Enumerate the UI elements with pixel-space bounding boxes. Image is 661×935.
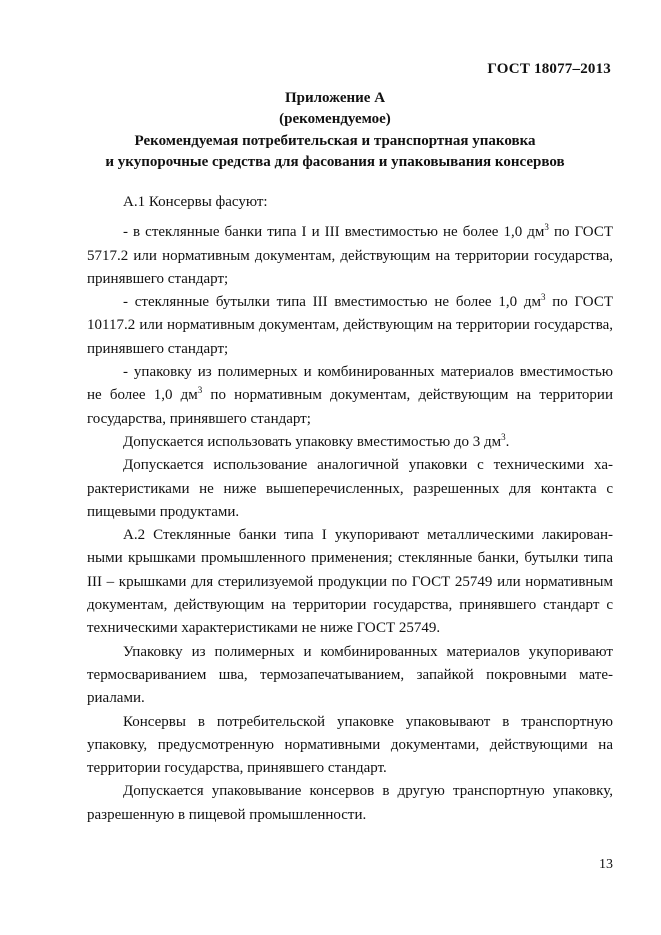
paragraph-polymer-packaging bbox=[87, 361, 613, 431]
superscript: 3 bbox=[540, 292, 546, 303]
superscript: 3 bbox=[544, 222, 549, 233]
paragraph-text: по нормативным документам, действующим на территории государства, принявшего стандарт; bbox=[87, 387, 613, 427]
paragraph-polymer-sealing: Упаковку из полимерных и комбинированных материалов укупоривают термосвариванием шва, термозапечатыванием, запайкой покровными материалами. bbox=[87, 643, 613, 707]
appendix-status: (рекомендуемое) bbox=[279, 111, 391, 127]
appendix-body bbox=[87, 191, 613, 827]
paragraph-transport-packaging: Консервы в потребительской упаковке упаковывают в транспортную упаковку, предусмотренную нормативными документами, действующими на территории государства, принявшего стандарт. bbox=[87, 713, 613, 777]
paragraph-text: по ГОСТ 10117.2 или нормативным документам, действующим на территории государства, принявшего стандарт; bbox=[87, 294, 613, 357]
paragraph-text: по ГОСТ 5717.2 или нормативным документам, действующим на территории государства, принявшего стандарт; bbox=[87, 224, 613, 287]
appendix-title: Приложение А bbox=[284, 90, 386, 106]
paragraph-glass-bottles bbox=[87, 291, 613, 361]
superscript: 3 bbox=[501, 431, 506, 442]
superscript: 3 bbox=[197, 385, 203, 396]
paragraph-text: Допускается использовать упаковку вместимостью до 3 дм bbox=[123, 433, 502, 450]
paragraph-text: - стеклянные бутылки типа III вместимостью не более 1,0 дм bbox=[123, 294, 541, 311]
appendix-subtitle-line-1: Рекомендуемая потребительская и транспортная упаковка bbox=[134, 133, 536, 149]
paragraph-a1-intro: А.1 Консервы фасуют: bbox=[123, 194, 268, 210]
page-number: 13 bbox=[599, 857, 613, 872]
appendix-subtitle-line-2: и укупорочные средства для фасования и упаковывания консервов bbox=[105, 154, 565, 170]
paragraph-text: - упаковку из полимерных и комбинированных материалов вместимостью не более 1,0 дм bbox=[87, 364, 613, 404]
paragraph-analog-packaging: Допускается использование аналогичной упаковки с техническими характеристиками не ниже вышеперечисленных, разрешенных для контакта с пищевыми продуктами. bbox=[87, 457, 613, 520]
paragraph-text: - в стеклянные банки типа I и III вместимостью не более 1,0 дм bbox=[123, 224, 545, 241]
document-code: ГОСТ 18077–2013 bbox=[487, 61, 611, 77]
paragraph-capacity-allowance bbox=[87, 431, 613, 454]
paragraph-a2-capping: А.2 Стеклянные банки типа I укупоривают металлическими лакированными крышками промышленного применения; стеклянные банки, бутылки типа III – крышками для стерилизуемой продукции по ГОСТ 25749 или нормативным документам, действующим на территории государства, принявшего стандарт с техническими характеристиками не ниже ГОСТ 25749. bbox=[87, 527, 613, 637]
paragraph-glass-jars bbox=[87, 221, 613, 291]
paragraph-text: . bbox=[505, 433, 510, 450]
paragraph-other-transport: Допускается упаковывание консервов в другую транспортную упаковку, разрешенную в пищевой промышленности. bbox=[87, 783, 613, 823]
